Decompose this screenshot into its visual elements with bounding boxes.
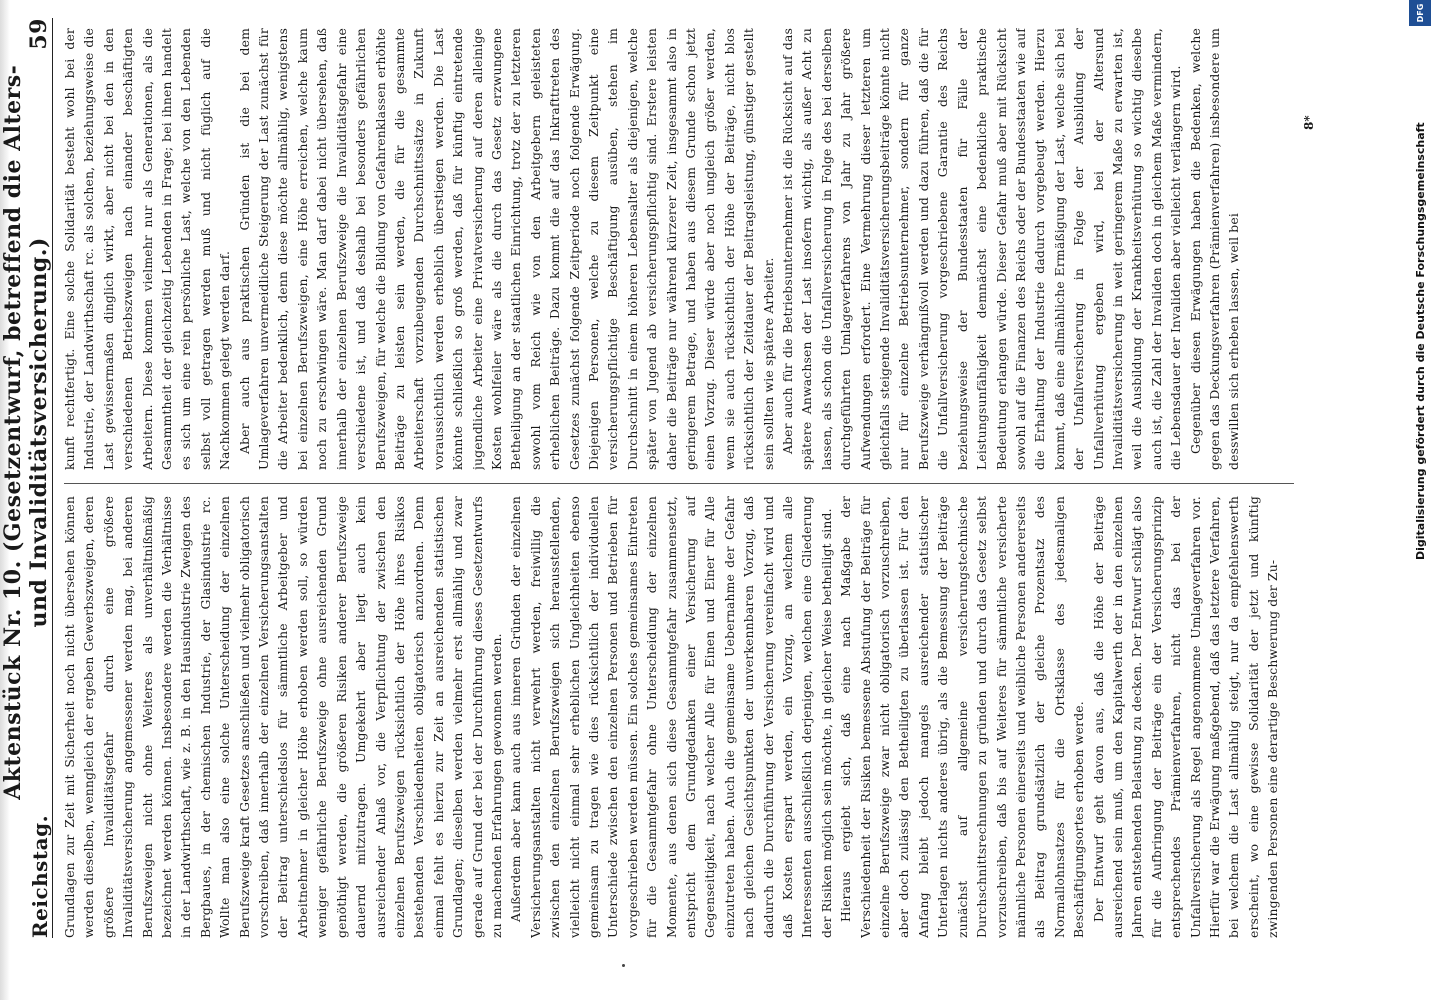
paragraph: Außerdem aber kann auch aus inneren Gründen der einzelnen Versicherungsanstalten nicht verwehrt werden, freiwillig die zwischen den einzelnen Berufszweigen sich herausstellenden, vielleicht nicht einmal sehr erheblichen Ungleichheiten ebenso gemeinsam zu tragen wie dies rücksichtlich der individuellen Unterschiede zwischen den einzelnen Personen und Betrieben für vorgeschrieben werden müssen. Ein solches gemeinsames Eintreten für die Gesammtgefahr ohne Unterscheidung der einzelnen Momente, aus denen sich diese Gesammtgefahr zusammensetzt, entspricht dem Grundgedanken einer Versicherung auf Gegenseitigkeit, nach welcher Alle für Einen und Einer für Alle einzutreten haben. Auch die gemeinsame Uebernahme der Gefahr nach gleichen Gesichtspunkten der unverkennbaren Vorzug, daß dadurch die Durchführung der Versicherung vereinfacht wird und daß Kosten erspart werden, ein Vorzug, an welchem alle Interessenten ausschließlich derjenigen, welchen eine Gliederung der Risiken möglich sein möchte, in gleicher Weise betheiligt sind.	[508, 496, 834, 938]
dfg-logo-icon: DFG	[1409, 0, 1431, 26]
paragraph: Hieraus ergiebt sich, daß eine nach Maßgabe der Verschiedenheit der Risiken bemessene Abstufung der Beiträge für einzelne Berufszweige zwar nicht obligatorisch vorzuschreiben, aber doch zulässig den Betheiligten zu überlassen ist. Für den Anfang bleibt jedoch mangels ausreichender statistischer Unterlagen nichts anderes übrig, als die Bemessung der Beiträge zunächst auf allgemeine versicherungstechnische Durchschnittsrechnungen zu gründen und durch das Gesetz selbst vorzuschreiben, daß bis auf Weiteres für sämmtliche versicherte männliche Personen einerseits und weibliche Personen andererseits als Beitrag grundsätzlich der gleiche Prozentsatz des Normallohnsatzes für die Ortsklasse des jedesmaligen Beschäftigungsortes erhoben werde.	[838, 496, 1087, 938]
header-reichstag: Reichstag.	[28, 814, 52, 938]
digitization-notice-text: Digitalisierung gefördert durch die Deutsche Forschungsgemeinschaft	[1413, 122, 1427, 560]
paragraph: Der Entwurf geht davon aus, daß die Höhe der Beiträge ausreichend sein muß, um den Kapitalwerth der in den einzelnen Jahren entstehenden Belastung zu decken. Der Entwurf schlägt also für die Aufbringung der Beiträge ein der Versicherungsprinzip entsprechendes Prämienverfahren, nicht das bei der Unfallversicherung als Regel angenommene Umlageverfahren vor. Hierfür war die Erwägung maßgebend, daß das letztere Verfahren, bei welchem die Last allmählig steigt, nur da empfehlenswerth erscheint, wo eine gewisse Solidarität der jetzt und künftig zwingenden Personen eine derartige Beschwerung der Zu-	[1090, 496, 1281, 938]
running-header	[0, 18, 53, 938]
text-column-left	[60, 496, 1300, 938]
paragraph: Grundlagen zur Zeit mit Sicherheit noch nicht übersehen können werden dieselben, wenngleich der ergeben Gewerbszweigen, deren größere Invaliditätsgefahr durch eine größere Invaliditätsversicherung angemessener werden mag, bei anderen Berufszweigen nicht ohne Weiteres als unverhältnißmäßig bezeichnet werden können. Insbesondere werden die Verhältnisse in der Landwirthschaft, wie z. B. in den Hausindustrie Zweigen des Bergbaues, in der chemischen Industrie, der Glasindustrie rc. Wollte man also eine solche Unterscheidung der einzelnen Berufszweige kraft Gesetzes anschließen und vielmehr obligatorisch vorschreiben, daß innerhalb der einzelnen Versicherungsanstalten der Beitrag unterschiedslos für sämmtliche Arbeitgeber und Arbeitnehmer in gleicher Höhe erhoben werden soll, so würden weniger gefährliche Berufszweige ohne ausreichenden Grund genöthigt werden, die größeren Risiken anderer Berufszweige dauernd mitzutragen. Umgekehrt aber liegt auch kein ausreichender Anlaß vor, die Verpflichtung der zwischen den einzelnen Berufszweigen rücksichtlich der Höhe ihres Risikos bestehenden Verschiedenheiten obligatorisch anzuordnen. Denn einmal fehlt es hierzu zur Zeit an ausreichenden statistischen Grundlagen; dieselben werden vielmehr erst allmählig und zwar gerade auf Grund der bei der Durchführung dieses Gesetzentwurfs zu machenden Erfahrungen gewonnen werden.	[62, 496, 504, 938]
paragraph: Gegenüber diesen Erwägungen haben die Bedenken, welche gegen das Deckungsverfahren (Prämienverfahren) insbesondere um desswillen sich erheben lassen, weil bei	[1187, 28, 1242, 470]
page-number: 59	[26, 18, 52, 50]
printer-signature-mark: 8*	[1302, 115, 1316, 130]
paragraph: kunft rechtfertigt. Eine solche Solidarität besteht wohl bei der Industrie, der Landwirthschaft rc. als solchen, beziehungsweise die Last gewissermaßen dinglich wirkt, aber nicht bei den in den verschiedenen Betriebszweigen nach einander beschäftigten Arbeitern. Diese kommen vielmehr nur als Generationen, als die Gesammtheit der gleichzeitig Lebenden in Frage; bei ihnen handelt es sich um eine rein persönliche Last, welche von den Lebenden selbst voll getragen werden muß und nicht füglich auf die Nachkommen gelegt werden darf.	[62, 28, 233, 470]
scan-speck	[622, 964, 625, 967]
text-column-right	[60, 28, 1300, 470]
paragraph: Aber auch für die Betriebsunternehmer ist die Rücksicht auf das spätere Anwachsen der Last insofern wichtig, als außer Acht zu lassen, als schon die Unfallversicherung in Folge des bei derselben durchgeführten Umlageverfahrens von Jahr zu Jahr größere Aufwendungen erfordert. Eine Vermehrung dieser letzteren um gleichfalls steigende Invaliditätsversicherungsbeiträge könnte nicht nur für einzelne Betriebsunternehmer, sondern für ganze Berufszweige verhängnißvoll werden und dazu führen, daß die für die Unfallversicherung vorgeschriebene Garantie des Reichs beziehungsweise der Bundesstaaten für Fälle der Leistungsunfähigkeit demnächst eine bedenkliche praktische Bedeutung erlangen würde. Dieser Gefahr muß aber mit Rücksicht sowohl auf die Finanzen des Reichs oder der Bundesstaaten wie auf die Erhaltung der Industrie dadurch vorgebeugt werden. Hierzu kommt, daß eine allmähliche Ermäßigung der Last, welche sich bei der Unfallversicherung in Folge der Ausbildung der Unfallverhütung ergeben wird, bei der Altersund Invaliditätsversicherung in weit geringerem Maße zu erwarten ist, weil die Ausbildung der Krankheitsverhütung so wichtig dieselbe auch ist, die Zahl der Invaliden doch in gleichem Maße vermindern, die Lebensdauer der Invaliden aber vielleicht verlängern wird.	[780, 28, 1184, 470]
column-divider	[64, 483, 1294, 484]
header-title: Aktenstück Nr. 10. (Gesetzentwurf, betreffend die Alters- und Invaliditätsversicherung.)	[0, 64, 52, 800]
digitization-notice	[1410, 0, 1430, 560]
paragraph: Aber auch aus praktischen Gründen ist die bei dem Umlageverfahren unvermeidliche Steigerung der Last zunächst für die Arbeiter bedenklich, denn diese möchte allmählig, wenigstens bei einzelnen Berufszweigen, eine Höhe erreichen, welche kaum noch zu erschwingen wäre. Man darf dabei nicht übersehen, daß innerhalb der einzelnen Berufszweige die Invaliditätsgefahr eine verschiedene ist, und daß deshalb bei besonders gefährlichen Berufszweigen, für welche die Bildung von Gefahrenklassen erhöhte Beiträge zu leisten sein werden, die für die gesammte Arbeiterschaft vorzubeugenden Durchschnittssätze in Zukunft voraussichtlich werden erheblich überstiegen werden. Die Last könnte schließlich so groß werden, daß für künftig eintretende jugendliche Arbeiter eine Privatversicherung auf deren alleinige Kosten wohlfeiler wäre als die durch das Gesetz erzwungene Betheiligung an der staatlichen Einrichtung, trotz der zu letzteren sowohl vom Reich wie von den Arbeitgebern geleisteten erheblichen Beiträge. Dazu kommt die auf das Inkrafttreten des Gesetzes zunächst folgende Zeitperiode noch folgende Erwägung. Diejenigen Personen, welche zu diesem Zeitpunkt eine versicherungspflichtige Beschäftigung ausüben, stehen im Durchschnitt in einem höheren Lebensalter als diejenigen, welche später von Jugend ab versicherungspflichtig sind. Erstere leisten daher die Beiträge nur während kürzerer Zeit, insgesammt also in geringerem Betrage, und haben aus diesem Grunde schon jetzt einen Vorzug. Dieser würde aber noch ungleich größer werden, wenn sie auch rücksichtlich der Höhe der Beiträge, nicht blos rücksichtlich der Zeitdauer der Beitragsleistung, günstiger gestellt sein sollten wie spätere Arbeiter.	[236, 28, 776, 470]
